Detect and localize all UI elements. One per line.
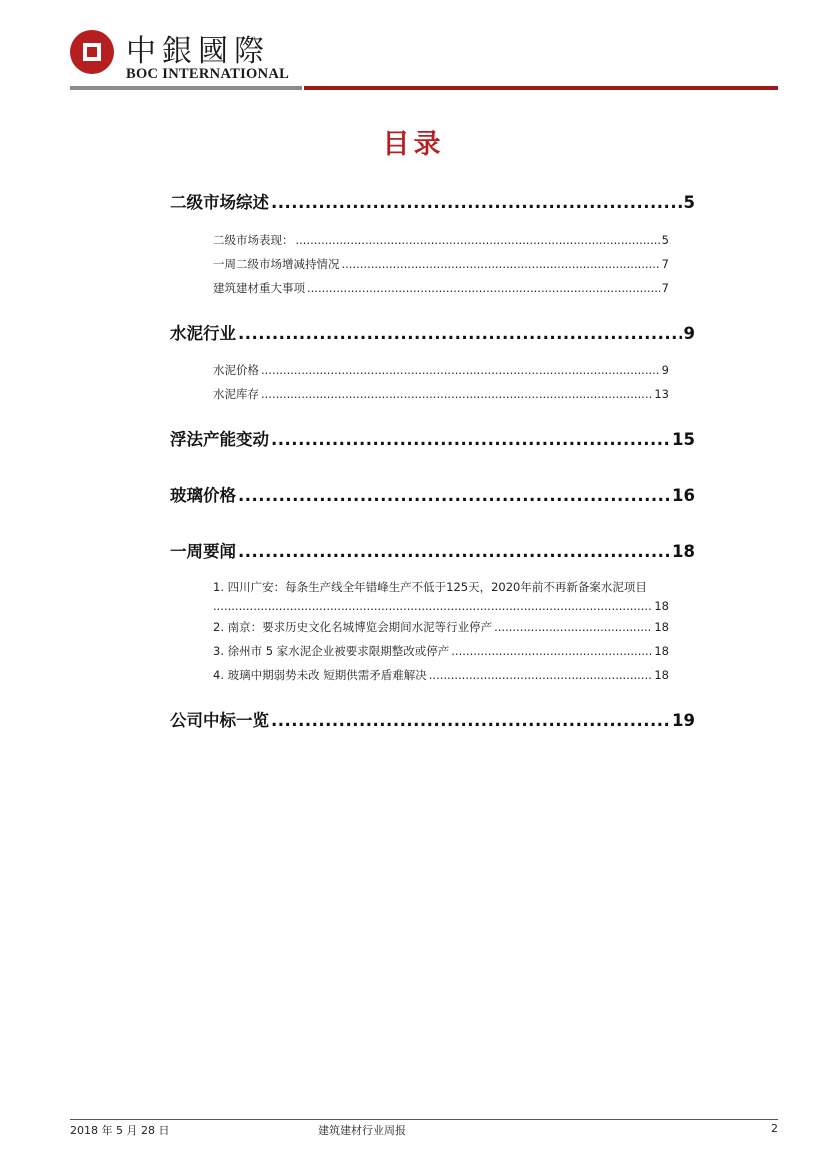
toc-section-page: 19 [672, 711, 695, 730]
toc-subitem-label: 2. 南京：要求历史文化名城博览会期间水泥等行业停产 [213, 620, 493, 634]
toc-subitem-label: 二级市场表现： [213, 233, 294, 247]
footer-date: 2018 年 5 月 28 日 [70, 1124, 170, 1137]
brand-name-en: BOC INTERNATIONAL [126, 66, 290, 82]
header-rule-gray [70, 86, 302, 90]
toc-section[interactable] [170, 482, 695, 506]
toc-section-page: 5 [683, 193, 695, 212]
toc-leader-dots [238, 486, 670, 505]
toc-leader-dots [238, 542, 670, 561]
toc-leader-dots [307, 281, 660, 295]
header-rule-red [304, 86, 778, 90]
toc-subitem-page: 9 [661, 363, 669, 377]
toc-subitem-page: 13 [654, 387, 669, 401]
toc-section-label: 玻璃价格 [170, 486, 236, 505]
toc-section[interactable] [170, 320, 695, 344]
toc-subitem-label[interactable]: 1. 四川广安：每条生产线全年错峰生产不低于125天，2020年前不再新备案水泥项目 [213, 580, 647, 594]
toc-subitem-page: 7 [661, 257, 669, 271]
toc-leader-dots [238, 324, 682, 343]
page-header [70, 28, 778, 98]
toc-subitem-page: 18 [654, 644, 669, 658]
toc-subitem-label: 水泥库存 [213, 387, 259, 401]
toc-leader-dots [296, 233, 660, 247]
footer-page-number: 2 [771, 1122, 778, 1135]
toc-section-label: 水泥行业 [170, 324, 236, 343]
toc-section-label: 一周要闻 [170, 542, 236, 561]
toc-section[interactable] [170, 707, 695, 731]
toc-section[interactable] [170, 538, 695, 562]
toc-subitem[interactable] [213, 667, 669, 683]
toc-subitem[interactable] [213, 619, 669, 635]
toc-subitem-label: 一周二级市场增减持情况 [213, 257, 340, 271]
toc-subitem-page: 18 [654, 668, 669, 682]
toc-subitem[interactable] [213, 643, 669, 659]
toc-leader-dots [494, 620, 652, 634]
toc-subitem-label: 水泥价格 [213, 363, 259, 377]
toc-leader-dots [261, 363, 660, 377]
toc-section-label: 浮法产能变动 [170, 430, 269, 449]
toc-leader-dots [451, 644, 652, 658]
toc-subitem[interactable] [213, 599, 669, 613]
toc-section-page: 9 [683, 324, 695, 343]
boc-logo-icon [70, 30, 114, 74]
footer-report-name: 建筑建材行业周报 [318, 1124, 406, 1137]
toc-section-label: 公司中标一览 [170, 711, 269, 730]
toc-subitem-label: 4. 玻璃中期弱势未改 短期供需矛盾难解决 [213, 668, 427, 682]
toc-subitem-page: 5 [661, 233, 669, 247]
toc-section-page: 16 [672, 486, 695, 505]
toc-title: 目录 [382, 129, 445, 160]
toc-leader-dots [271, 193, 682, 212]
toc-leader-dots [342, 257, 660, 271]
toc-subitem-label: 建筑建材重大事项 [213, 281, 305, 295]
toc-subitem[interactable] [213, 232, 669, 248]
toc-leader-dots [271, 711, 670, 730]
toc-subitem-page: 18 [654, 599, 669, 613]
toc-subitem[interactable] [213, 362, 669, 378]
toc-leader-dots [271, 430, 670, 449]
brand-name-cn: 中銀國際 [126, 34, 270, 69]
toc-section-page: 15 [672, 430, 695, 449]
toc-subitem-label: 3. 徐州市 5 家水泥企业被要求限期整改或停产 [213, 644, 450, 658]
toc-section-page: 18 [672, 542, 695, 561]
toc-subitem[interactable] [213, 256, 669, 272]
footer-rule [70, 1119, 778, 1120]
toc-section[interactable] [170, 189, 695, 213]
toc-subitem[interactable] [213, 386, 669, 402]
toc-subitem-page: 18 [654, 620, 669, 634]
toc-subitem[interactable] [213, 280, 669, 296]
toc-leader-dots [213, 599, 652, 613]
toc-leader-dots [261, 387, 652, 401]
toc-section[interactable] [170, 426, 695, 450]
toc-leader-dots [429, 668, 653, 682]
toc-subitem-page: 7 [661, 281, 669, 295]
toc-section-label: 二级市场综述 [170, 193, 269, 212]
